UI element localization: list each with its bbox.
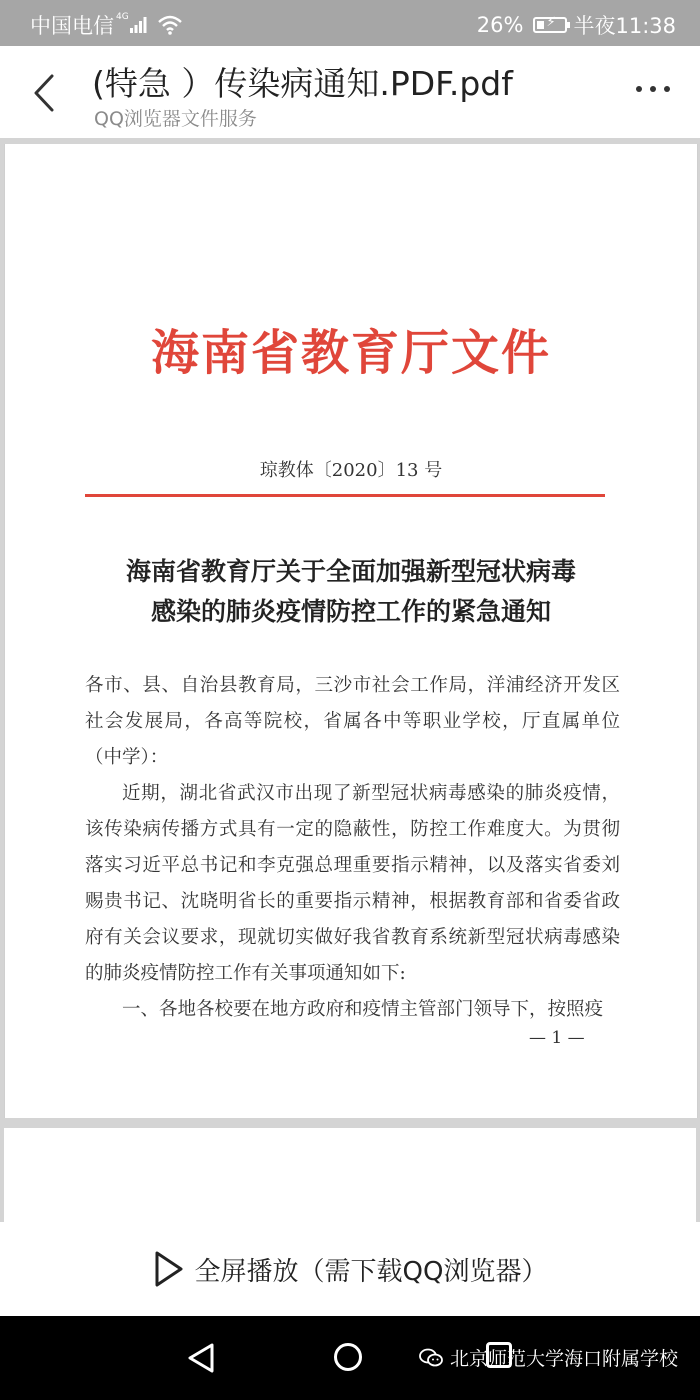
clock: 半夜11:38	[573, 14, 676, 38]
document-title-line: 海南省教育厅关于全面加强新型冠状病毒	[125, 557, 576, 586]
app-header	[0, 46, 700, 138]
carrier-info	[30, 10, 183, 40]
document-number: 琼教体〔2020〕13 号	[259, 460, 443, 481]
more-options-icon[interactable]	[636, 86, 670, 92]
play-icon	[153, 1249, 185, 1289]
fullscreen-play-label: 全屏播放（需下载QQ浏览器）	[194, 1256, 548, 1287]
fullscreen-play-button[interactable]	[0, 1222, 700, 1316]
nav-home-icon[interactable]	[334, 1343, 362, 1371]
pdf-viewer[interactable]	[0, 138, 700, 1250]
red-divider	[85, 494, 605, 497]
wechat-watermark	[418, 1344, 678, 1371]
back-icon[interactable]	[30, 72, 60, 114]
signal-icon	[129, 16, 147, 34]
file-service-label: QQ浏览器文件服务	[94, 108, 257, 130]
status-right	[477, 10, 676, 40]
wifi-icon	[157, 15, 183, 35]
recipients-paragraph: 各市、县、自治县教育局，三沙市社会工作局，洋浦经济开发区社会发展局，各高等院校，省属各中等职业学校，厅直属单位（中学）：	[85, 675, 620, 768]
status-bar	[0, 0, 700, 46]
battery-percent: 26%	[476, 13, 524, 37]
nav-back-icon[interactable]	[186, 1342, 216, 1374]
file-title: (特急 ）传染病通知.PDF.pdf	[92, 64, 513, 103]
pdf-page	[4, 144, 698, 1118]
system-navigation-bar	[0, 1316, 700, 1400]
issuing-agency-heading: 海南省教育厅文件	[150, 325, 551, 381]
document-title-line: 感染的肺炎疫情防控工作的紧急通知	[150, 597, 551, 626]
body-paragraph: 近期，湖北省武汉市出现了新型冠状病毒感染的肺炎疫情，该传染病传播方式具有一定的隐蔽性，防控工作难度大。为贯彻落实习近平总书记和李克强总理重要指示精神，以及落实省委刘赐贵书记、沈晓明省长的重要指示精神，根据教育部和省委省政府有关会议要求，现就切实做好我省教育系统新型冠状病毒感染的肺炎疫情防控工作有关事项通知如下:	[85, 783, 620, 984]
document-body	[85, 668, 620, 1028]
page-number: — 1 —	[529, 1028, 585, 1048]
battery-icon: ⚡	[533, 17, 567, 33]
network-type: 4G	[116, 12, 129, 22]
wechat-icon	[418, 1348, 444, 1368]
body-paragraph: 一、各地各校要在地方政府和疫情主管部门领导下，按照疫	[122, 999, 604, 1020]
carrier-name: 中国电信	[30, 14, 114, 38]
document-title	[5, 552, 697, 632]
watermark-text: 北京师范大学海口附属学校	[449, 1348, 678, 1370]
